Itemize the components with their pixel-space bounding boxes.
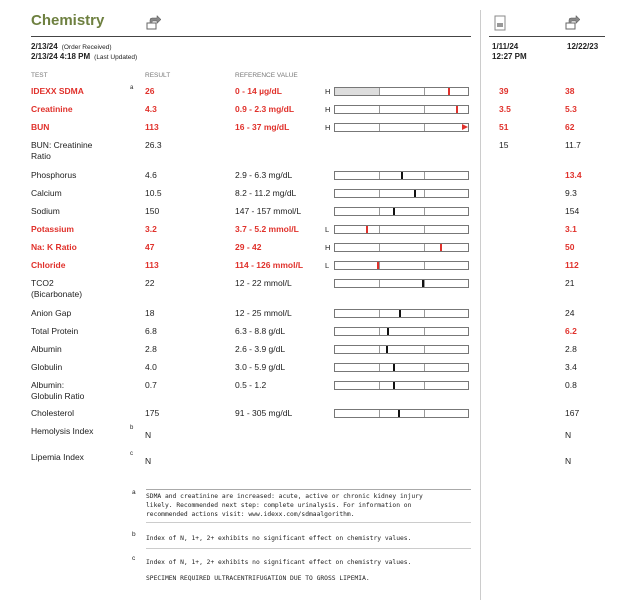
result-marker	[440, 244, 442, 251]
test-name: Hemolysis Index	[31, 426, 94, 436]
range-bar-tick	[424, 88, 425, 95]
range-bar-tick	[379, 244, 380, 251]
prev2-value: 38	[565, 86, 575, 96]
note-b: Index of N, 1+, 2+ exhibits no significant effect on chemistry values.	[146, 535, 412, 542]
result-marker	[393, 364, 395, 371]
range-bar-tick	[424, 328, 425, 335]
test-name: Potassium	[31, 224, 74, 234]
col-reference: REFERENCE VALUE	[235, 72, 298, 79]
note-c-letter: c	[132, 555, 136, 562]
prev2-value: 3.4	[565, 362, 577, 372]
range-bar-tick	[424, 410, 425, 417]
reference-range: 91 - 305 mg/dL	[235, 408, 293, 418]
range-bar-tick	[424, 124, 425, 131]
range-bar-tick	[379, 364, 380, 371]
result-marker	[448, 88, 450, 95]
reference-range: 12 - 25 mmol/L	[235, 308, 292, 318]
result-value: 22	[145, 278, 155, 288]
range-bar-tick	[424, 262, 425, 269]
note-c-2: SPECIMEN REQUIRED ULTRACENTRIFUGATION DUE TO GROSS LIPEMIA.	[146, 575, 370, 582]
flag-indicator: H	[325, 87, 331, 96]
test-name: Albumin:	[31, 380, 65, 390]
reference-range: 0.5 - 1.2	[235, 380, 267, 390]
range-bar	[334, 327, 469, 336]
test-name: IDEXX SDMA	[31, 86, 84, 96]
prev2-value: 13.4	[565, 170, 582, 180]
test-name: Anion Gap	[31, 308, 72, 318]
prev1-value: 39	[499, 86, 509, 96]
range-bar-tick	[379, 208, 380, 215]
reference-range: 3.0 - 5.9 g/dL	[235, 362, 286, 372]
range-bar	[334, 381, 469, 390]
page-title: Chemistry	[31, 12, 105, 29]
prev2-value: 167	[565, 408, 580, 418]
note-c: Index of N, 1+, 2+ exhibits no significant effect on chemistry values.	[146, 559, 412, 566]
out-of-range-arrow	[462, 124, 468, 130]
result-value: N	[145, 430, 152, 440]
result-value: 6.8	[145, 326, 157, 336]
result-marker	[393, 382, 395, 389]
reference-range: 114 - 126 mmol/L	[235, 260, 304, 270]
range-bar-tick	[379, 346, 380, 353]
range-bar-tick	[424, 172, 425, 179]
prev2-value: 5.3	[565, 104, 577, 114]
range-bar	[334, 207, 469, 216]
range-bar	[334, 279, 469, 288]
reference-range: 2.9 - 6.3 mg/dL	[235, 170, 293, 180]
prev1-value: 51	[499, 122, 509, 132]
result-value: 4.6	[145, 170, 157, 180]
range-bar-tick	[379, 124, 380, 131]
reference-range: 147 - 157 mmol/L	[235, 206, 302, 216]
range-bar-tick	[424, 106, 425, 113]
range-bar	[334, 261, 469, 270]
test-name: BUN: Creatinine	[31, 140, 93, 150]
result-value: 2.8	[145, 344, 157, 354]
range-bar	[334, 123, 469, 132]
test-name: Creatinine	[31, 104, 73, 114]
flag-indicator: H	[325, 123, 331, 132]
document-icon[interactable]	[492, 15, 508, 31]
result-value: 10.5	[145, 188, 162, 198]
range-bar-tick	[424, 226, 425, 233]
range-bar-tick	[424, 346, 425, 353]
range-bar-tick	[424, 208, 425, 215]
footnote-marker: c	[130, 451, 133, 457]
range-bar	[334, 309, 469, 318]
reference-range: 0.9 - 2.3 mg/dL	[235, 104, 295, 114]
result-marker	[422, 280, 424, 287]
result-marker	[387, 328, 389, 335]
test-name-cont: Ratio	[31, 151, 51, 161]
result-value: 3.2	[145, 224, 157, 234]
prev2-value: 11.7	[565, 140, 581, 150]
test-name: TCO2	[31, 278, 54, 288]
range-bar-tick	[379, 172, 380, 179]
prev1-date: 1/11/24 12:27 PM	[492, 42, 527, 61]
prev1-value: 3.5	[499, 104, 511, 114]
range-bar-tick	[424, 382, 425, 389]
range-bar-tick	[379, 190, 380, 197]
col-result: RESULT	[145, 72, 171, 79]
test-name: Na: K Ratio	[31, 242, 77, 252]
result-value: 4.3	[145, 104, 157, 114]
reference-range: 2.6 - 3.9 g/dL	[235, 344, 286, 354]
test-name: BUN	[31, 122, 50, 132]
test-name: Total Protein	[31, 326, 79, 336]
reference-range: 8.2 - 11.2 mg/dL	[235, 188, 297, 198]
test-name: Phosphorus	[31, 170, 77, 180]
prev2-value: 6.2	[565, 326, 577, 336]
range-bar-tick	[379, 226, 380, 233]
export-icon-prev[interactable]	[565, 14, 581, 30]
range-bar-tick	[379, 410, 380, 417]
range-bar	[334, 105, 469, 114]
notes-divider-b	[146, 522, 471, 523]
result-value: 4.0	[145, 362, 157, 372]
prev2-value: 9.3	[565, 188, 577, 198]
result-value: N	[145, 456, 152, 466]
test-name: Cholesterol	[31, 408, 74, 418]
result-value: 18	[145, 308, 155, 318]
last-updated: 2/13/24 4:18 PM (Last Updated)	[31, 52, 138, 61]
prev2-value: N	[565, 430, 572, 440]
flag-indicator: H	[325, 243, 331, 252]
col-test: TEST	[31, 72, 48, 79]
footnote-marker: a	[130, 85, 134, 91]
flag-indicator: H	[325, 105, 331, 114]
order-received: 2/13/24 (Order Received)	[31, 42, 112, 51]
prev2-value: 154	[565, 206, 580, 216]
reference-range: 6.3 - 8.8 g/dL	[235, 326, 286, 336]
result-value: 175	[145, 408, 160, 418]
prev2-value: 0.8	[565, 380, 577, 390]
prev2-date: 12/22/23	[567, 42, 599, 51]
range-bar-tick	[424, 364, 425, 371]
prev2-value: 62	[565, 122, 575, 132]
result-value: 47	[145, 242, 155, 252]
range-bar-tick	[379, 382, 380, 389]
result-value: 0.7	[145, 380, 157, 390]
range-bar-tick	[379, 262, 380, 269]
result-value: 150	[145, 206, 160, 216]
prev2-value: 21	[565, 278, 575, 288]
prev2-value: N	[565, 456, 572, 466]
result-marker	[386, 346, 388, 353]
result-marker	[377, 262, 379, 269]
range-bar-tick	[379, 310, 380, 317]
result-value: 26	[145, 86, 155, 96]
range-bar	[334, 171, 469, 180]
header-divider-prev	[489, 36, 605, 37]
result-marker	[414, 190, 416, 197]
range-bar-tick	[424, 280, 425, 287]
test-name-cont: Globulin Ratio	[31, 391, 85, 401]
notes-divider-c	[146, 548, 471, 549]
reference-range: 0 - 14 µg/dL	[235, 86, 282, 96]
note-b-letter: b	[132, 531, 136, 538]
range-bar-tick	[424, 190, 425, 197]
result-marker	[401, 172, 403, 179]
footnote-marker: b	[130, 425, 134, 431]
test-name: Lipemia Index	[31, 452, 84, 462]
range-bar-tick	[379, 106, 380, 113]
range-bar	[334, 243, 469, 252]
result-marker	[456, 106, 458, 113]
reference-range: 29 - 42	[235, 242, 262, 252]
export-icon[interactable]	[146, 14, 162, 30]
test-name: Sodium	[31, 206, 60, 216]
range-bar	[334, 225, 469, 234]
result-value: 113	[145, 122, 159, 132]
test-name: Globulin	[31, 362, 63, 372]
prev2-value: 24	[565, 308, 575, 318]
range-bar-tick	[379, 280, 380, 287]
range-bar-tick	[424, 244, 425, 251]
result-marker	[398, 410, 400, 417]
prev2-value: 50	[565, 242, 575, 252]
test-name: Chloride	[31, 260, 66, 270]
range-bar-tick	[379, 88, 380, 95]
result-value: 113	[145, 260, 159, 270]
result-marker	[393, 208, 395, 215]
flag-indicator: L	[325, 225, 330, 234]
header-divider	[31, 36, 471, 37]
prev2-value: 2.8	[565, 344, 577, 354]
column-divider	[480, 10, 481, 600]
result-marker	[366, 226, 368, 233]
range-bar	[334, 345, 469, 354]
result-value: 26.3	[145, 140, 162, 150]
range-bar	[334, 189, 469, 198]
range-bar	[334, 87, 469, 96]
reference-range: 12 - 22 mmol/L	[235, 278, 292, 288]
note-a-letter: a	[132, 489, 136, 496]
prev2-value: 112	[565, 260, 579, 270]
range-bar-tick	[379, 328, 380, 335]
range-bar-grey	[335, 88, 379, 95]
test-name: Albumin	[31, 344, 62, 354]
prev1-value: 15	[499, 140, 509, 150]
range-bar	[334, 409, 469, 418]
test-name: Calcium	[31, 188, 62, 198]
flag-indicator: L	[325, 261, 330, 270]
reference-range: 3.7 - 5.2 mmol/L	[235, 224, 299, 234]
note-a: SDMA and creatinine are increased: acute, active or chronic kidney injury likely. Recommended next step: complete urinalysis. For information on recommended actions visit: www.idexx.com/sdmaalgorithm.	[146, 493, 423, 518]
notes-divider	[146, 489, 471, 490]
range-bar-tick	[424, 310, 425, 317]
prev2-value: 3.1	[565, 224, 577, 234]
reference-range: 16 - 37 mg/dL	[235, 122, 290, 132]
result-marker	[399, 310, 401, 317]
range-bar	[334, 363, 469, 372]
test-name-cont: (Bicarbonate)	[31, 289, 83, 299]
